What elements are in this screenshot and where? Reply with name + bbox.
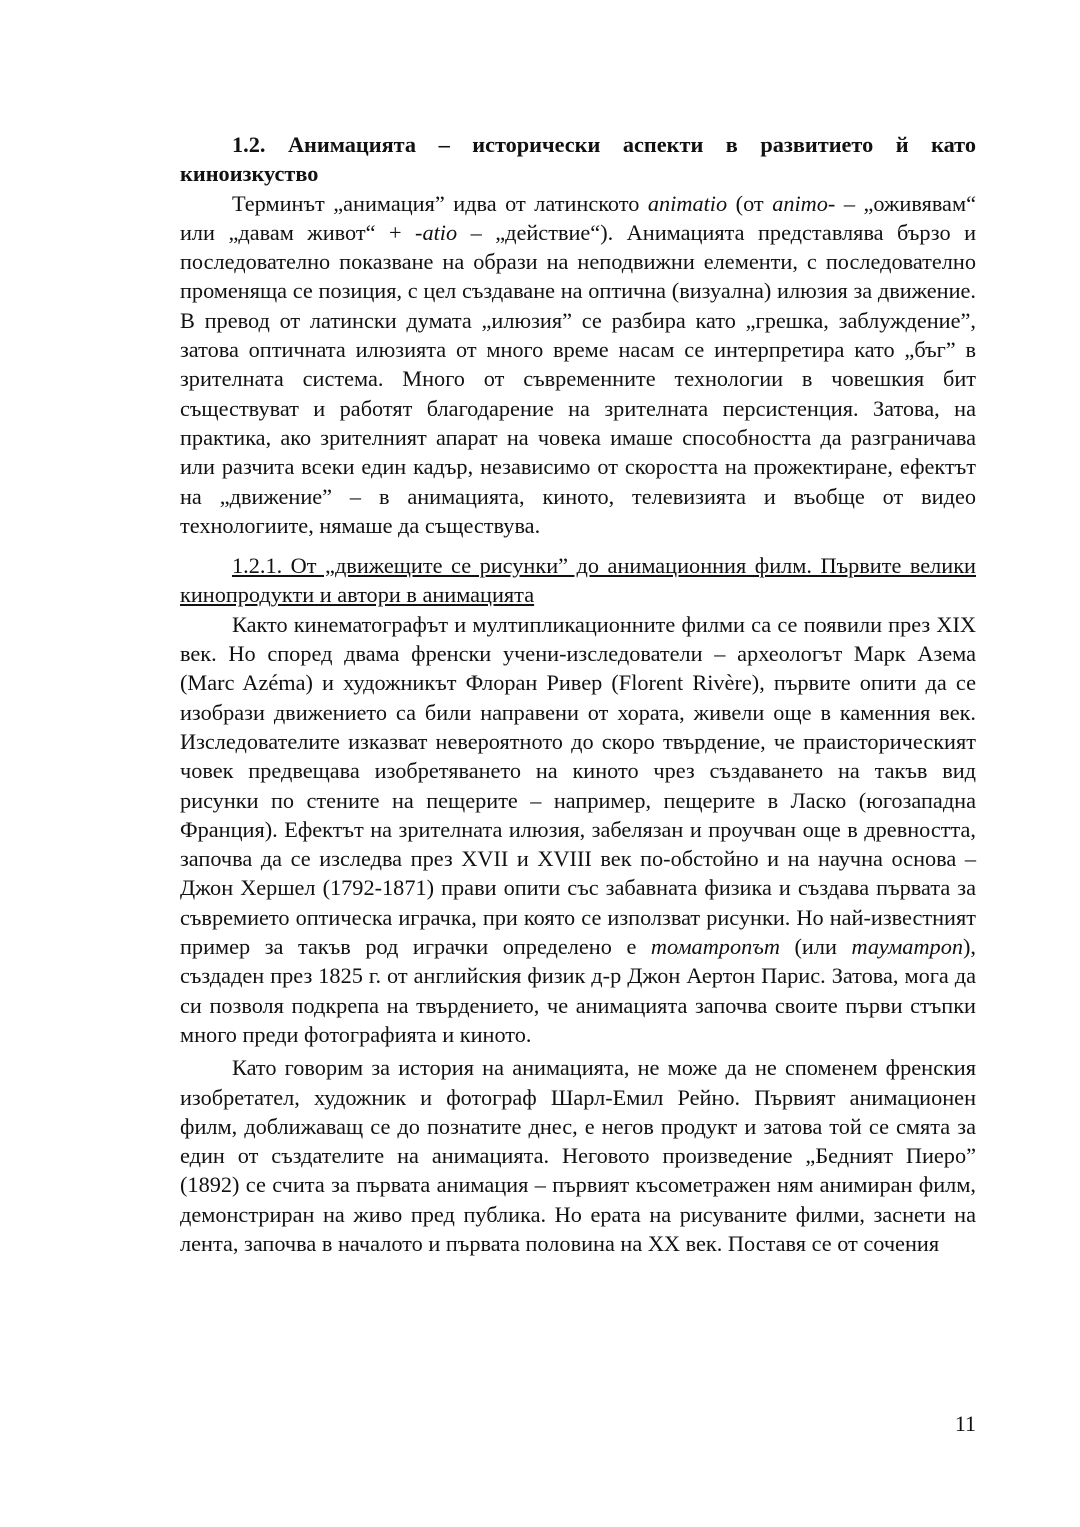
- text-run: – „действие“). Анимацията представлява бързо и последователно показване на образи на неподвижни елементи, с последователно променяща се позиция, с цел създаване на оптична (визуална) илюзия за движение. В превод от латински думата „илюзия” се разбира като „грешка, заблуждение”, затова оптичната илюзията от много време насам се интерпретира като „бъг” в зрителната система. Много от съвременните технологии в човешкия бит съществуват и работят благодарение на зрителната персистенция. Затова, на практика, ако зрителният апарат на човека имаше способността да разграничава или разчита всеки един кадър, независимо от скоростта на прожектиране, ефектът на „движение” – в анимацията, киното, телевизията и въобще от видео технологиите, нямаше да съществува.: [180, 219, 976, 538]
- text-run: – „оживявам“ или „давам живот“ +: [180, 190, 976, 245]
- page-number: 11: [954, 1411, 976, 1436]
- paragraph-history: [180, 610, 976, 1049]
- italic-term: -atio: [415, 219, 458, 245]
- italic-term: animatio: [647, 190, 728, 216]
- subsection-heading: 1.2.1. От „движещите се рисунки” до анимационния филм. Първите велики кинопродукти и автори в анимацията: [180, 553, 976, 608]
- text-run: (или: [779, 934, 852, 960]
- italic-term: тауматроп: [851, 934, 963, 960]
- italic-term: томатропът: [650, 934, 780, 960]
- text-run: Терминът „анимация” идва от латинското: [232, 190, 648, 216]
- text-run: Както кинематографът и мултипликационните филми са се появили през XIX век. Но според двама френски учени-изследователи – археологът Марк Азема (Marc Azéma) и художникът Флоран Ривер (Florent Rivère), първите опити да се изобрази движението са били направени от хората, живели още в каменния век. Изследователите изказват невероятното до скоро твърдение, че праисторическият човек предвещава изобретяването на киното чрез създаването на такъв вид рисунки по стените на пещерите – например, пещерите в Ласко (югозападна Франция). Ефектът на зрителната илюзия, забелязан и проучван още в древността, започва да се изследва през XVII и XVIII век по-обстойно и на научна основа – Джон Хершел (1792-1871) прави опити със забавната физика и създава първата за съвремието оптическа играчка, при която се използват рисунки. Но най-известният пример за такъв род играчки определено е: [180, 611, 976, 960]
- italic-term: animo-: [772, 190, 836, 216]
- body-text: [180, 130, 976, 1258]
- paragraph-terminology: [180, 189, 976, 541]
- text-run: ), създаден през 1825 г. от английския физик д-р Джон Аертон Парис. Затова, мога да си позволя подкрепа на твърдението, че анимацията започва своите първи стъпки много преди фотографията и киното.: [180, 934, 976, 1047]
- section-heading: 1.2. Анимацията – исторически аспекти в развитието й като киноизкуство: [180, 132, 976, 187]
- paragraph-reynaud: Като говорим за история на анимацията, не може да не споменем френския изобретател, художник и фотограф Шарл-Емил Рейно. Първият анимационен филм, доближаващ се до познатите днес, е негов продукт и затова той се смята за един от създателите на анимацията. Неговото произведение „Бедният Пиеро” (1892) се счита за първата анимация – първият късометражен ням анимиран филм, демонстриран на живо пред публика. Но ерата на рисуваните филми, заснети на лента, започва в началото и първата половина на XX век. Поставя се от сочения: [180, 1055, 976, 1256]
- text-run: (от: [727, 190, 773, 216]
